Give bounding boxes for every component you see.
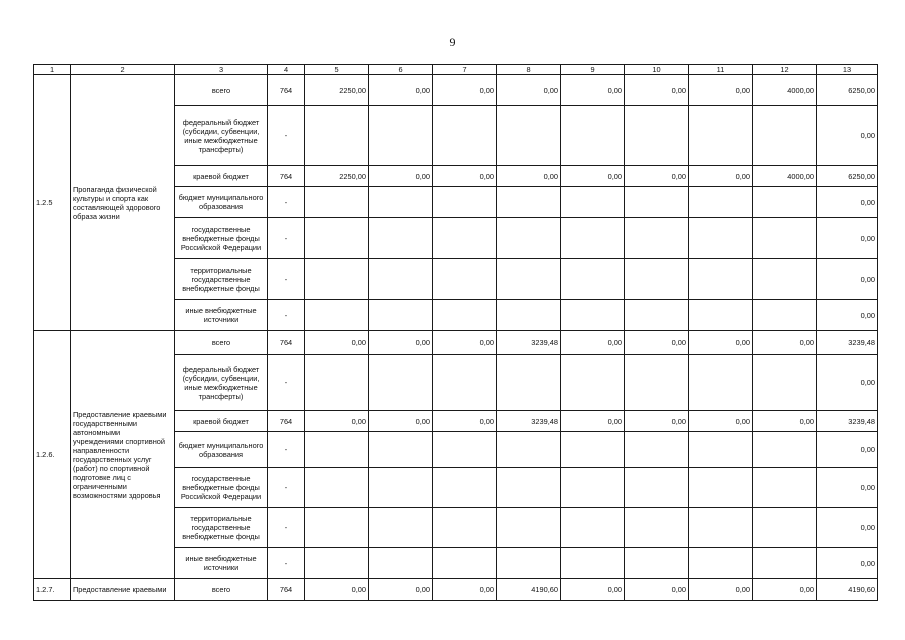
amount-cell [625,355,689,411]
column-header: 9 [561,65,625,75]
amount-cell [561,106,625,166]
amount-cell: 0,00 [305,411,369,432]
amount-cell [625,259,689,300]
budget-code: - [268,432,305,468]
amount-cell: 0,00 [689,579,753,601]
amount-cell [305,187,369,218]
amount-cell: 2250,00 [305,75,369,106]
amount-cell [433,548,497,579]
amount-cell [753,468,817,508]
amount-cell: 0,00 [369,411,433,432]
total-cell: 0,00 [817,300,878,331]
amount-cell [625,106,689,166]
item-name: Предоставление краевыми [71,579,175,601]
amount-cell [561,548,625,579]
amount-cell: 0,00 [369,166,433,187]
amount-cell [369,300,433,331]
amount-cell [625,508,689,548]
amount-cell: 0,00 [689,411,753,432]
amount-cell [497,355,561,411]
amount-cell: 4000,00 [753,75,817,106]
column-header: 10 [625,65,689,75]
budget-code: - [268,355,305,411]
column-header: 4 [268,65,305,75]
total-cell: 6250,00 [817,75,878,106]
amount-cell [305,106,369,166]
amount-cell [753,259,817,300]
amount-cell: 0,00 [753,579,817,601]
amount-cell [689,548,753,579]
amount-cell [305,548,369,579]
amount-cell [305,259,369,300]
amount-cell [433,187,497,218]
column-header: 7 [433,65,497,75]
amount-cell: 0,00 [689,166,753,187]
amount-cell: 3239,48 [497,411,561,432]
total-cell: 3239,48 [817,411,878,432]
amount-cell [689,355,753,411]
amount-cell [433,218,497,259]
amount-cell [497,218,561,259]
funding-source: краевой бюджет [175,166,268,187]
amount-cell [689,218,753,259]
amount-cell: 0,00 [369,579,433,601]
amount-cell: 0,00 [433,75,497,106]
item-number: 1.2.7. [34,579,71,601]
column-header: 6 [369,65,433,75]
amount-cell [561,355,625,411]
budget-code: 764 [268,331,305,355]
amount-cell: 0,00 [689,75,753,106]
budget-code: - [268,218,305,259]
funding-source: всего [175,579,268,601]
amount-cell: 0,00 [561,411,625,432]
amount-cell [369,432,433,468]
amount-cell [369,548,433,579]
amount-cell [369,508,433,548]
item-name: Предоставление краевыми государственными автономными учреждениями спортивной направленности государственных услуг (работ) по спортивной подготовке лиц с ограниченными возможностями здоровья [71,331,175,579]
amount-cell [561,300,625,331]
total-cell: 0,00 [817,508,878,548]
column-header: 13 [817,65,878,75]
amount-cell: 0,00 [753,331,817,355]
amount-cell [305,468,369,508]
amount-cell [753,548,817,579]
column-header: 1 [34,65,71,75]
amount-cell: 0,00 [625,411,689,432]
amount-cell: 3239,48 [497,331,561,355]
page-number: 9 [449,35,456,49]
amount-cell [497,548,561,579]
amount-cell [753,355,817,411]
amount-cell [561,259,625,300]
funding-source: федеральный бюджет (субсидии, субвенции, иные межбюджетные трансферты) [175,355,268,411]
total-cell: 0,00 [817,106,878,166]
funding-source: иные внебюджетные источники [175,300,268,331]
amount-cell [369,468,433,508]
funding-source: территориальные государственные внебюджетные фонды [175,508,268,548]
amount-cell: 0,00 [625,75,689,106]
amount-cell: 0,00 [497,166,561,187]
table-row [34,75,878,106]
funding-source: территориальные государственные внебюджетные фонды [175,259,268,300]
funding-source: бюджет муниципального образования [175,432,268,468]
budget-code: 764 [268,579,305,601]
amount-cell [753,218,817,259]
budget-code: - [268,300,305,331]
budget-code: - [268,468,305,508]
total-cell: 4190,60 [817,579,878,601]
amount-cell [305,300,369,331]
amount-cell: 0,00 [561,579,625,601]
amount-cell [753,432,817,468]
amount-cell: 0,00 [433,331,497,355]
amount-cell [497,468,561,508]
amount-cell [561,508,625,548]
column-header: 3 [175,65,268,75]
total-cell: 0,00 [817,218,878,259]
amount-cell: 0,00 [689,331,753,355]
amount-cell [753,300,817,331]
amount-cell [369,187,433,218]
amount-cell [369,106,433,166]
amount-cell [305,508,369,548]
amount-cell [497,300,561,331]
budget-code: 764 [268,411,305,432]
funding-source: государственные внебюджетные фонды Российской Федерации [175,218,268,259]
amount-cell [433,508,497,548]
column-header: 2 [71,65,175,75]
total-cell: 6250,00 [817,166,878,187]
amount-cell [689,508,753,548]
amount-cell [689,300,753,331]
total-cell: 0,00 [817,355,878,411]
amount-cell: 0,00 [369,75,433,106]
funding-source: бюджет муниципального образования [175,187,268,218]
amount-cell: 0,00 [433,411,497,432]
amount-cell [689,259,753,300]
amount-cell [753,187,817,218]
amount-cell [625,218,689,259]
budget-code: - [268,548,305,579]
column-header: 8 [497,65,561,75]
amount-cell [689,106,753,166]
total-cell: 3239,48 [817,331,878,355]
amount-cell [305,218,369,259]
funding-source: иные внебюджетные источники [175,548,268,579]
funding-source: государственные внебюджетные фонды Российской Федерации [175,468,268,508]
table-row [34,331,878,355]
column-header: 11 [689,65,753,75]
amount-cell: 0,00 [305,579,369,601]
amount-cell: 0,00 [561,166,625,187]
total-cell: 0,00 [817,187,878,218]
amount-cell: 0,00 [561,331,625,355]
item-number: 1.2.5 [34,75,71,331]
budget-code: - [268,106,305,166]
total-cell: 0,00 [817,548,878,579]
amount-cell: 0,00 [433,166,497,187]
amount-cell [305,432,369,468]
amount-cell [561,468,625,508]
amount-cell [625,468,689,508]
amount-cell [689,432,753,468]
amount-cell [433,468,497,508]
amount-cell [625,548,689,579]
amount-cell: 0,00 [369,331,433,355]
amount-cell [433,355,497,411]
total-cell: 0,00 [817,259,878,300]
amount-cell [433,432,497,468]
amount-cell: 0,00 [561,75,625,106]
amount-cell [561,432,625,468]
amount-cell: 0,00 [305,331,369,355]
budget-table [33,64,878,601]
amount-cell: 0,00 [497,75,561,106]
amount-cell [497,508,561,548]
total-cell: 0,00 [817,468,878,508]
budget-code: - [268,259,305,300]
funding-source: федеральный бюджет (субсидии, субвенции, иные межбюджетные трансферты) [175,106,268,166]
amount-cell: 0,00 [753,411,817,432]
amount-cell [753,508,817,548]
amount-cell [561,218,625,259]
amount-cell [753,106,817,166]
amount-cell [497,259,561,300]
amount-cell [497,106,561,166]
amount-cell [625,300,689,331]
amount-cell [689,468,753,508]
column-header: 5 [305,65,369,75]
table-header-row [34,65,878,75]
amount-cell: 0,00 [625,579,689,601]
amount-cell [433,106,497,166]
total-cell: 0,00 [817,432,878,468]
table-row [34,579,878,601]
amount-cell: 2250,00 [305,166,369,187]
amount-cell: 0,00 [625,331,689,355]
amount-cell [369,355,433,411]
funding-source: всего [175,75,268,106]
column-header: 12 [753,65,817,75]
item-number: 1.2.6. [34,331,71,579]
amount-cell [369,259,433,300]
amount-cell [625,432,689,468]
budget-code: - [268,187,305,218]
item-name: Пропаганда физической культуры и спорта как составляющей здорового образа жизни [71,75,175,331]
budget-code: 764 [268,75,305,106]
amount-cell: 4000,00 [753,166,817,187]
funding-source: краевой бюджет [175,411,268,432]
amount-cell [497,187,561,218]
amount-cell: 4190,60 [497,579,561,601]
amount-cell [497,432,561,468]
amount-cell: 0,00 [625,166,689,187]
amount-cell [305,355,369,411]
amount-cell [625,187,689,218]
funding-source: всего [175,331,268,355]
amount-cell [433,259,497,300]
budget-code: 764 [268,166,305,187]
amount-cell [561,187,625,218]
amount-cell [369,218,433,259]
budget-code: - [268,508,305,548]
amount-cell [433,300,497,331]
amount-cell [689,187,753,218]
amount-cell: 0,00 [433,579,497,601]
